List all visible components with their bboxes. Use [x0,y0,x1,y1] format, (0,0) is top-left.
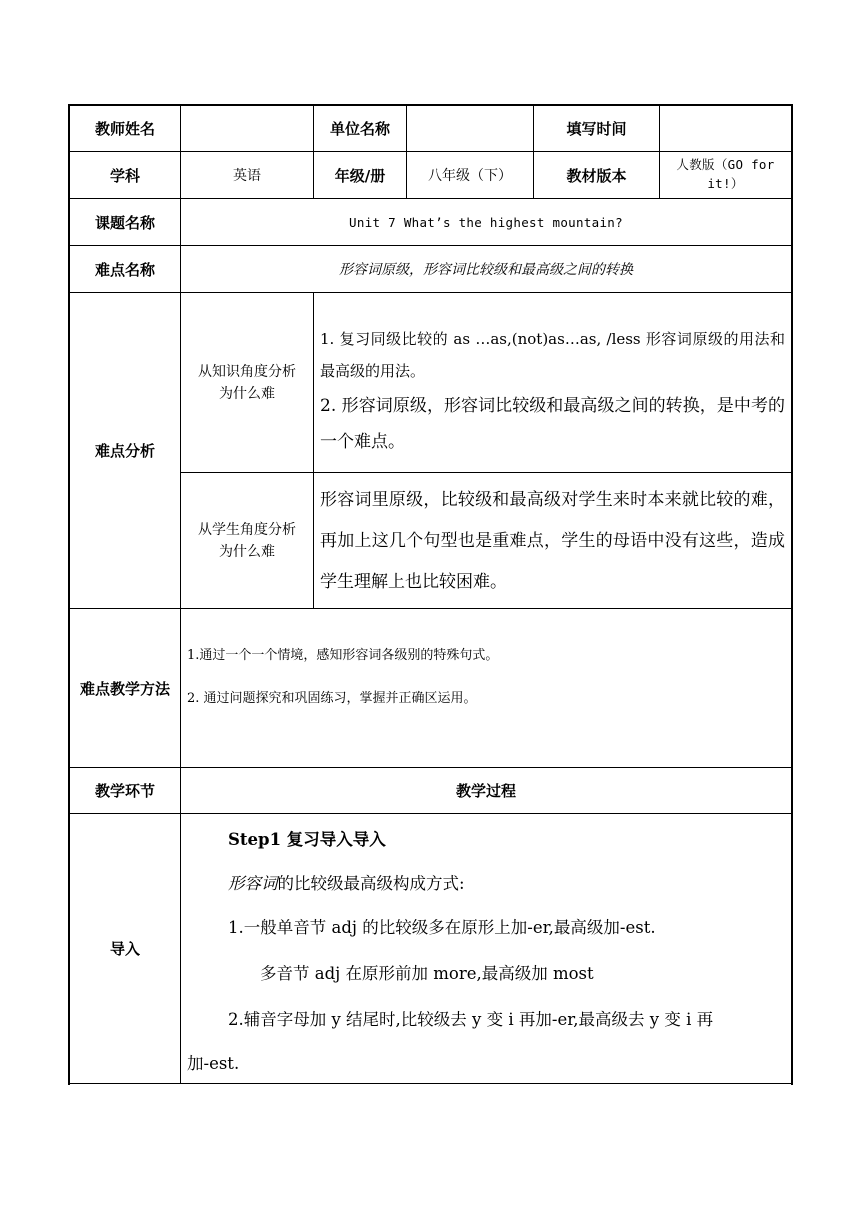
unit-name-label: 单位名称 [329,120,390,138]
textbook-value-line1: 人教版（GO for [676,157,775,172]
student-angle-text: 形容词里原级，比较级和最高级对学生来时本来就比较的难，再加上这几个句型也是重难点，学生的母语中没有这些，造成学生理解上也比较困难。 [320,490,785,592]
intro-line-1-rest: 的比较级最高级构成方式: [277,874,465,893]
grade-label: 年级/册 [334,166,386,185]
teaching-method-line-1: 1.通过一个一个情境，感知形容词各级别的特殊句式。 [187,648,499,663]
knowledge-angle-label-line1: 从知识角度分析 [198,363,296,380]
topic-label: 课题名称 [94,213,155,232]
intro-line-1-italic: 形容词 [228,874,278,893]
teaching-method-label: 难点教学方法 [79,679,170,698]
student-angle-label-line1: 从学生角度分析 [198,521,296,538]
intro-line-2: 1.一般单音节 adj 的比较级多在原形上加-er,最高级加-est. [228,918,656,937]
difficulty-name-value: 形容词原级，形容词比较级和最高级之间的转换 [339,262,633,278]
grade-value: 八年级（下） [428,168,512,184]
knowledge-angle-label [181,293,313,472]
topic-value: Unit 7 What’s the highest mountain? [349,214,623,230]
textbook-label: 教材版本 [566,166,627,185]
difficulty-analysis-label: 难点分析 [94,442,155,460]
student-angle-label-line2: 为什么难 [219,543,275,560]
fill-time-label: 填写时间 [566,120,627,138]
knowledge-point-2: 2. 形容词原级，形容词比较级和最高级之间的转换，是中考的一个难点。 [320,396,785,452]
student-angle-label [181,473,313,608]
process-header-label: 教学过程 [455,782,516,800]
difficulty-name-label: 难点名称 [94,260,155,279]
step1-title: Step1 复习导入导入 [228,830,386,849]
textbook-value-line2: it!） [707,176,744,191]
knowledge-angle-label-line2: 为什么难 [219,385,275,402]
subject-label: 学科 [109,166,140,185]
teacher-name-value [181,106,313,151]
unit-name-value [407,106,533,151]
teacher-name-label: 教师姓名 [94,120,155,138]
stage-header-label: 教学环节 [94,782,155,800]
fill-time-value [660,106,791,151]
textbook-value [660,152,791,198]
knowledge-point-1: 1. 复习同级比较的 as …as,(not)as…as, /less 形容词原级的用法和最高级的用法。 [320,330,785,380]
intro-line-4: 2.辅音字母加 y 结尾时,比较级去 y 变 i 再加-er,最高级去 y 变 i 再 [228,1010,714,1029]
teaching-method-line-2: 2. 通过问题探究和巩固练习，掌握并正确区运用。 [187,691,477,706]
intro-line-3: 多音节 adj 在原形前加 more,最高级加 most [260,964,594,983]
subject-value: 英语 [233,168,261,184]
intro-line-5: 加-est. [187,1054,240,1073]
intro-line-1 [228,870,465,894]
intro-label: 导入 [109,940,140,958]
